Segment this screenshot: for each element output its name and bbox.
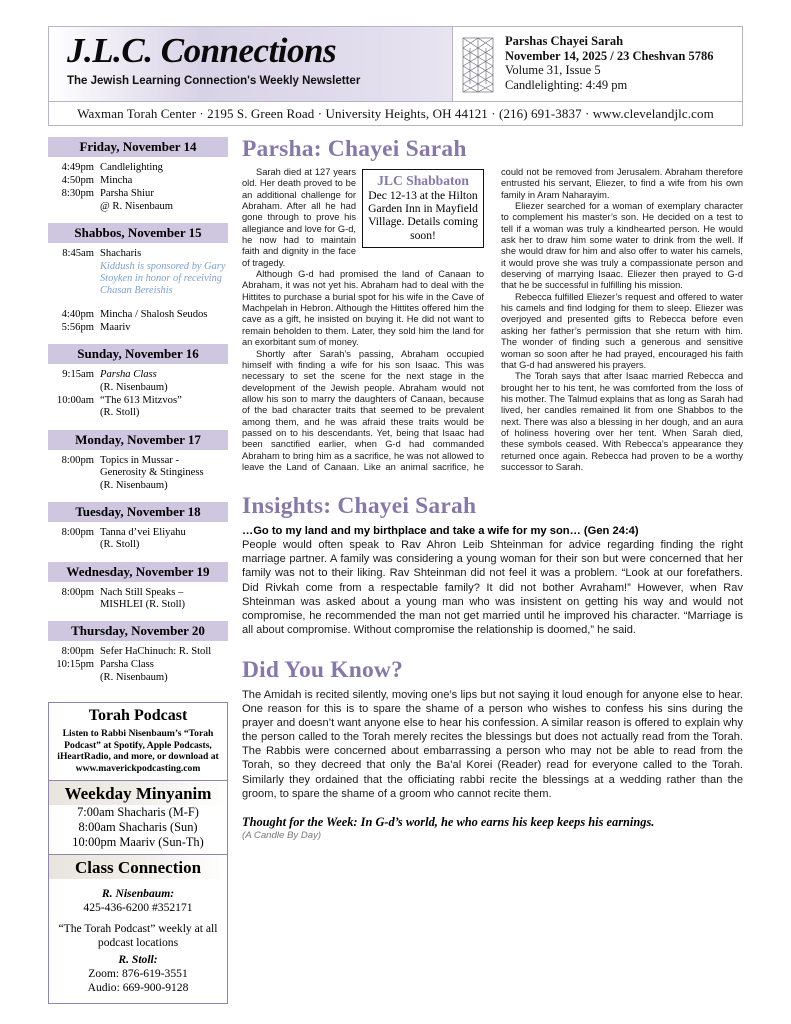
schedule-event <box>52 322 226 335</box>
event-title: Topics in Mussar - <box>100 454 179 466</box>
event-title: Mincha / Shalosh Seudos <box>100 308 208 320</box>
parsha-name: Parshas Chayei Sarah <box>505 34 624 48</box>
event-description <box>100 455 226 493</box>
thought-source: (A Candle By Day) <box>242 829 322 841</box>
schedule-event <box>52 175 226 188</box>
schedule-event <box>52 188 226 213</box>
minyan-time-line: 8:00am Shacharis (Sun) <box>78 819 198 834</box>
event-description <box>100 309 226 322</box>
day-events <box>48 243 228 343</box>
event-time: 8:45am <box>62 247 94 259</box>
event-description <box>100 369 226 394</box>
day-header: Tuesday, November 18 <box>48 501 228 522</box>
event-title: “The 613 Mitzvos” <box>100 394 182 406</box>
thought-for-the-week: Thought for the Week: In G-d’s world, he who earns his keep keeps his earnings. <box>242 814 655 829</box>
event-description <box>100 395 226 420</box>
torah-podcast-body: Listen to Rabbi Nisenbaum’s “Torah Podcast” at Spotify, Apple Podcasts, iHeartRadio, and more, or download at www.maverickpodcasting.com <box>57 727 219 774</box>
event-description <box>100 587 226 612</box>
parsha-paragraph: Shortly after Sarah’s passing, Abraham occupied himself with finding a wife for his son Isaac. This was necessary to set the scene for the next stage in the development of the Jewish people. Abraham would not allow his son to marry the daughters of Canaan, because of the bad character traits that seemed to be prevalent among them, and he was afraid these traits would be passed on to his descendants. Yet, being that Isaac had been sanctified earlier, when G-d had commanded Abraham to bring him as a sacrifice, he was not allowed to leave the Land of Canaan. Like an animal sacrifice, he could not be removed from Jerusalem. Abraham therefore entrusted his servant, Eliezer, to find a wife from his own family in Aram Naharayim. <box>242 167 743 472</box>
event-title: Tanna d’vei Eliyahu <box>100 526 186 538</box>
event-detail-line: (R. Nisenbaum) <box>100 381 168 393</box>
day-events <box>48 364 228 428</box>
schedule-event <box>52 587 226 612</box>
day-header: Friday, November 14 <box>48 136 228 157</box>
event-time: 10:00am <box>56 394 94 406</box>
schedule-event <box>52 162 226 175</box>
issue-date: November 14, 2025 / 23 Cheshvan 5786 <box>505 48 714 63</box>
day-header: Thursday, November 20 <box>48 620 228 641</box>
address-bar: Waxman Torah Center · 2195 S. Green Road · University Heights, OH 44121 · (216) 691-3837 · www.clevelandjlc.com <box>48 102 743 126</box>
event-time: 4:40pm <box>61 308 94 320</box>
weekday-minyanim-title: Weekday Minyanim <box>49 781 227 805</box>
schedule-event <box>52 248 226 302</box>
minyan-time-line: 7:00am Shacharis (M-F) <box>77 805 199 820</box>
insights-body: People would often speak to Rav Ahron Leib Shteinman for advice regarding finding the right marriage partner. A family was considering a young woman for their son but were concerned that her family was not to their liking. Rav Shteinman did not feel it was a problem. “Look at our forefathers. Did Rivkah come from a respectable family? It did not bother Avraham!” However, when Rav Shteinman was asked about a young man who was insistent on getting his way and would not compromise, he recommended the man not get married until he improved his character. “Marriage is all about compromise. Without compromise the relationship is doomed,” he said. <box>242 539 743 636</box>
schedule-event <box>52 527 226 552</box>
daily-schedule-list <box>48 136 228 693</box>
day-header: Wednesday, November 19 <box>48 561 228 582</box>
event-detail-line: MISHLEI (R. Stoll) <box>100 599 186 611</box>
event-time: 9:15am <box>62 369 94 381</box>
content-area <box>48 136 743 1004</box>
shabbaton-title: JLC Shabbaton <box>377 173 469 188</box>
shabbaton-body: Dec 12-13 at the Hilton Garden Inn in Mayfield Village. Details coming soon! <box>368 189 478 242</box>
event-detail-line: (R. Nisenbaum) <box>100 479 168 491</box>
masthead-left <box>49 27 452 101</box>
event-description <box>100 188 226 213</box>
day-header: Monday, November 17 <box>48 429 228 450</box>
torah-podcast-title: Torah Podcast <box>88 706 188 724</box>
event-detail-line: (R. Stoll) <box>100 539 140 551</box>
day-events <box>48 522 228 561</box>
schedule-event <box>52 369 226 394</box>
class-connection-note: “The Torah Podcast” weekly at all podcast locations <box>58 921 218 949</box>
event-time: 4:49pm <box>61 162 94 173</box>
class-connection-title: Class Connection <box>49 855 227 879</box>
event-detail-line: (R. Stoll) <box>100 407 140 419</box>
event-title: Shacharis <box>100 247 142 259</box>
masthead-issue-info <box>452 27 742 101</box>
day-events <box>48 450 228 501</box>
event-title: Parsha Class <box>100 369 157 381</box>
minyan-time-line: 10:00pm Maariv (Sun-Th) <box>72 834 204 849</box>
parsha-paragraph: Although G-d had promised the land of Canaan to Abraham, it was not yet his. Abraham had to deal with the Hittites to purchase a burial spot for his wife in the Cave of Machpelah in Hebron. Although the Hittites offered him the cave as a gift, he insisted on buying it. He did not want to remain beholden to them. Later, they sold him the land for an exorbitant sum of money. <box>242 269 484 348</box>
parsha-paragraph: Sarah died at 127 years old. Her death proved to be an additional challenge for Abraham. After all he had gone through to prove his allegiance and love for G-d, he now had to maintain faith and dignity in the face of tragedy. <box>242 167 356 268</box>
day-events <box>48 641 228 693</box>
event-time: 8:00pm <box>61 646 94 658</box>
issue-meta <box>505 34 713 92</box>
event-description <box>100 322 226 335</box>
event-time: 5:56pm <box>61 322 94 334</box>
parsha-paragraph: Rebecca fulfilled Eliezer’s request and offered to water his camels and find lodging for them to sleep. Eliezer was overjoyed and presented gifts to Rebecca before even asking her father’s permission that she return with him. The wonder of finding such a generous and sensitive woman so soon after he had prayed, encouraged his faith that G-d had answered his prayers. <box>501 291 743 370</box>
contact-name-nisenbaum: R. Nisenbaum: <box>101 887 175 901</box>
contact-name-stoll: R. Stoll: <box>118 953 158 967</box>
event-title: Sefer HaChinuch: R. Stoll <box>100 646 212 658</box>
class-connection-body <box>49 879 227 1003</box>
day-events <box>48 582 228 621</box>
page-title: J.L.C. Connections <box>67 31 337 70</box>
event-time: 10:15pm <box>56 659 94 671</box>
schedule-event <box>52 455 226 493</box>
parsha-heading: Parsha: Chayei Sarah <box>242 136 467 162</box>
contact-zoom-stoll: Zoom: 876-619-3551 <box>88 967 188 981</box>
event-title: Mincha <box>100 175 133 187</box>
schedule-event <box>52 659 226 684</box>
event-time: 8:00pm <box>61 586 94 598</box>
parsha-article <box>242 167 743 473</box>
contact-number-nisenbaum: 425-436-6200 #352171 <box>83 900 193 914</box>
insights-heading: Insights: Chayei Sarah <box>242 493 477 520</box>
event-detail-line: Generosity & Stinginess <box>100 467 204 479</box>
event-time: 8:00pm <box>61 526 94 538</box>
event-time: 4:50pm <box>61 175 94 187</box>
day-header: Shabbos, November 15 <box>48 222 228 243</box>
schedule-event <box>52 309 226 322</box>
event-description <box>100 162 226 175</box>
event-title: Nach Still Speaks – <box>100 586 184 598</box>
minyanim-times-list <box>49 805 227 854</box>
masthead <box>48 26 743 102</box>
schedule-sidebar <box>48 136 228 1004</box>
day-header: Sunday, November 16 <box>48 343 228 364</box>
day-events <box>48 157 228 222</box>
contact-audio-stoll: Audio: 669-900-9128 <box>87 980 189 994</box>
event-title: Parsha Class <box>100 659 154 671</box>
class-connection-box <box>48 855 228 1004</box>
event-description <box>100 646 226 659</box>
did-you-know-body: The Amidah is recited silently, moving one’s lips but not saying it loud enough for anyone else to hear. One reason for this is to spare the shame of a person who wishes to confess his sins during the prayer and doesn’t want anyone else to hear his confession. A similar reason is offered to explain why the person called to the Torah merely recites the blessings but does not actually read from the Torah. The Rabbis were concerned about embarrassing a person who may not be able to read from the Torah, so they decreed that only the Ba’al Korei (Reader) read for everyone called to the Torah. Similarly they ordained that the officiating rabbi recite the blessings at a wedding rather than the groom, to spare the shame of a groom who cannot recite them. <box>242 688 743 800</box>
torah-podcast-box <box>48 702 228 781</box>
event-description <box>100 175 226 188</box>
issue-volume: Volume 31, Issue 5 <box>505 63 601 78</box>
event-description <box>100 659 226 684</box>
event-title: Maariv <box>100 322 131 334</box>
did-you-know-heading: Did You Know? <box>242 656 404 683</box>
diamond-lattice-logo-icon <box>461 36 495 94</box>
event-description <box>100 248 226 302</box>
event-time: 8:00pm <box>61 454 94 466</box>
event-title: Candlelighting <box>100 162 163 173</box>
schedule-event <box>52 646 226 659</box>
event-description <box>100 527 226 552</box>
candlelighting-time: Candlelighting: 4:49 pm <box>505 77 628 92</box>
event-title: Parsha Shiur <box>100 188 154 200</box>
event-detail-line: @ R. Nisenbaum <box>100 200 174 212</box>
schedule-event <box>52 395 226 420</box>
jlc-shabbaton-callout <box>362 169 484 248</box>
event-detail-line: (R. Nisenbaum) <box>100 671 168 683</box>
parsha-paragraph: The Torah says that after Isaac married Rebecca and brought her to his tent, he was comforted from the loss of his mother. The Talmud explains that as long as Sarah had lived, her candles remained lit from one Shabbos to the next. There was also a blessing in her dough, and an aura of holiness hovering over her tent. When Sarah died, these symbols ceased. With Rebecca’s appearance they returned once again. Rebecca had proven to be a worthy successor to Sarah. <box>501 371 743 472</box>
parsha-paragraph: Eliezer searched for a woman of exemplary character to complement his master’s son. He decided on a test to tell if a woman was truly a kindhearted person. He would ask her to draw him some water to drink from the well. If she would draw for him and also offer to water his camels, it would prove she was truly a compassionate person and deserving of marrying Isaac. Eliezer then prayed to G-d that he be successful in fulfilling his mission. <box>501 201 743 291</box>
weekday-minyanim-box <box>48 781 228 855</box>
insights-verse: …Go to my land and my birthplace and take a wife for my son… (Gen 24:4) <box>242 525 639 538</box>
main-column <box>240 136 743 1004</box>
event-time: 8:30pm <box>61 188 94 200</box>
kiddush-sponsor-note: Kiddush is sponsored by Gary Stoyken in honor of receiving Chasan Bereishis <box>100 261 226 297</box>
masthead-subtitle: The Jewish Learning Connection's Weekly Newsletter <box>67 75 361 87</box>
parsha-paragraphs <box>242 167 743 473</box>
